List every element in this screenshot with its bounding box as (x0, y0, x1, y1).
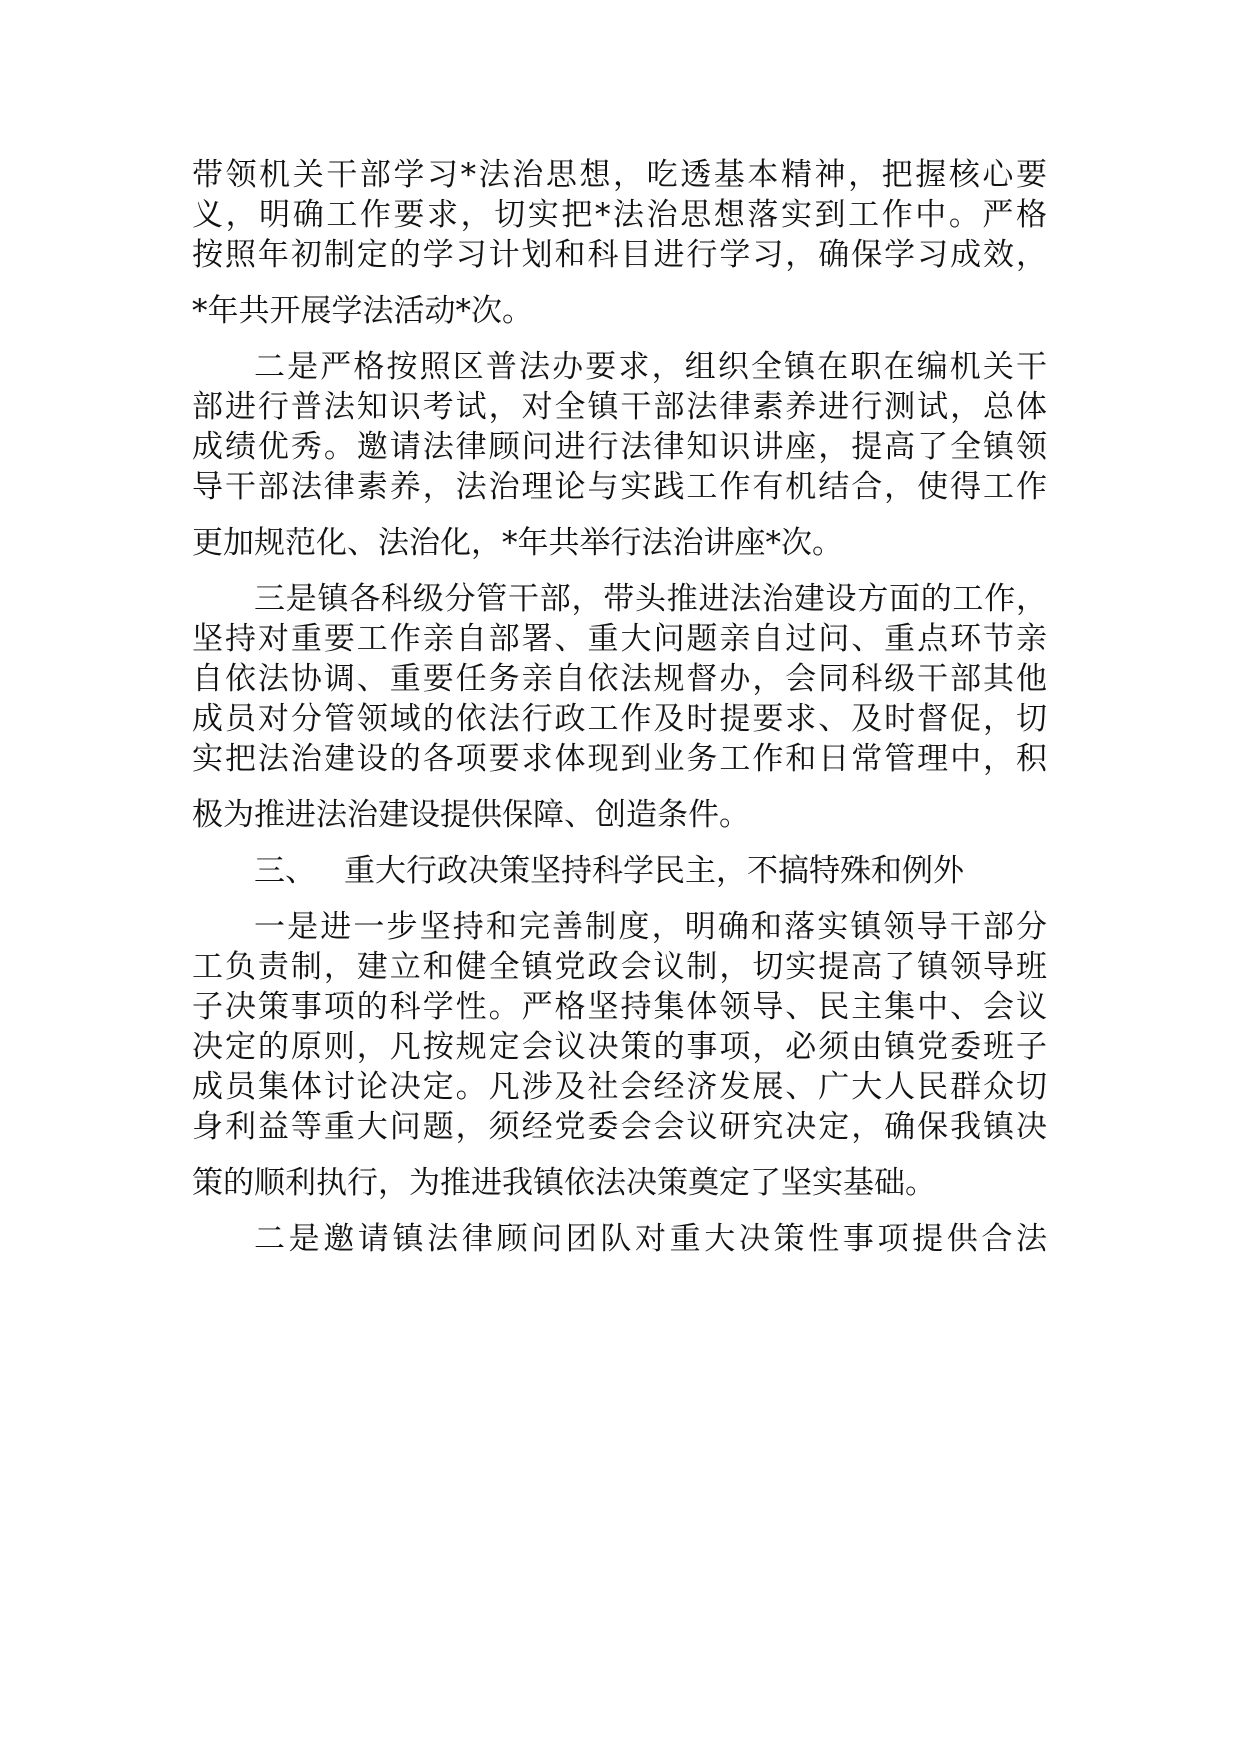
paragraph-4-line-7: 策的顺利执行，为推进我镇依法决策奠定了坚实基础。 (192, 1165, 936, 1201)
paragraph-3-line-1: 三是镇各科级分管干部，带头推进法治建设方面的工作， (254, 581, 1047, 617)
paragraph-4-line-5: 成员集体讨论决定。凡涉及社会经济发展、广大人民群众切 (192, 1069, 1047, 1105)
paragraph-2-line-3: 成绩优秀。邀请法律顾问进行法律知识讲座，提高了全镇领 (192, 429, 1047, 465)
paragraph-4-line-2: 工负责制，建立和健全镇党政会议制，切实提高了镇领导班 (192, 949, 1047, 985)
document-body (192, 155, 1047, 1259)
paragraph-2-line-5: 更加规范化、法治化，*年共举行法治讲座*次。 (192, 525, 843, 561)
paragraph-3-line-5: 实把法治建设的各项要求体现到业务工作和日常管理中，积 (192, 741, 1047, 777)
paragraph-2-line-2: 部进行普法知识考试，对全镇干部法律素养进行测试，总体 (192, 389, 1047, 425)
section-heading-text: 重大行政决策坚持科学民主，不搞特殊和例外 (344, 853, 964, 889)
paragraph-1-line-4: *年共开展学法活动*次。 (192, 293, 533, 329)
paragraph-4-line-1: 一是进一步坚持和完善制度，明确和落实镇领导干部分 (254, 909, 1047, 945)
paragraph-4-line-3: 子决策事项的科学性。严格坚持集体领导、民主集中、会议 (192, 989, 1047, 1025)
paragraph-3-line-2: 坚持对重要工作亲自部署、重大问题亲自过问、重点环节亲 (192, 621, 1047, 657)
paragraph-1-line-1: 带领机关干部学习*法治思想，吃透基本精神，把握核心要 (192, 157, 1047, 193)
paragraph-2-line-1: 二是严格按照区普法办要求，组织全镇在职在编机关干 (254, 349, 1047, 385)
paragraph-1-line-2: 义，明确工作要求，切实把*法治思想落实到工作中。严格 (192, 197, 1047, 233)
paragraph-3-line-6: 极为推进法治建设提供保障、创造条件。 (192, 797, 750, 833)
paragraph-5-line-1: 二是邀请镇法律顾问团队对重大决策性事项提供合法 (254, 1221, 1047, 1257)
paragraph-4-line-4: 决定的原则，凡按规定会议决策的事项，必须由镇党委班子 (192, 1029, 1047, 1065)
paragraph-1-line-3: 按照年初制定的学习计划和科目进行学习，确保学习成效， (192, 237, 1047, 273)
section-heading (192, 851, 1047, 891)
paragraph-2-line-4: 导干部法律素养，法治理论与实践工作有机结合，使得工作 (192, 469, 1047, 505)
paragraph-3-line-4: 成员对分管领域的依法行政工作及时提要求、及时督促，切 (192, 701, 1047, 737)
paragraph-4-line-6: 身利益等重大问题，须经党委会会议研究决定，确保我镇决 (192, 1109, 1047, 1145)
section-heading-number: 三、 (254, 853, 316, 889)
paragraph-3-line-3: 自依法协调、重要任务亲自依法规督办，会同科级干部其他 (192, 661, 1047, 697)
